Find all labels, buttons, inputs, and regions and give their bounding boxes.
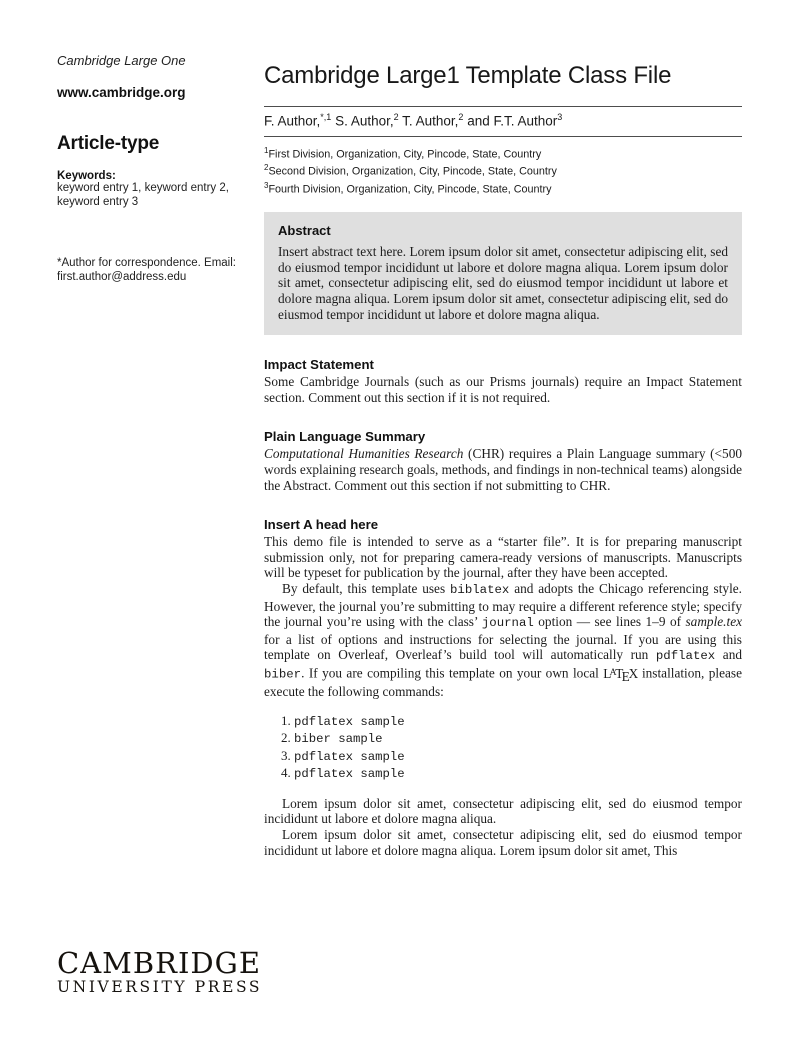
author: T. Author,: [398, 113, 459, 129]
plain-language-summary-heading: Plain Language Summary: [264, 429, 426, 445]
main-column: [264, 62, 742, 858]
keywords-text: keyword entry 1, keyword entry 2, keyword entry 3: [57, 182, 229, 208]
affiliation-superscript: 1: [264, 145, 269, 155]
a-head-paragraph-1: This demo file is intended to serve as a “starter file”. It is for preparing manuscript submission only, not for preparing camera-ready versions of manuscripts. Manuscripts will be typeset for publication by the journal, after they have been accepted.: [264, 534, 742, 581]
affiliation-text: Fourth Division, Organization, City, Pincode, State, Country: [268, 183, 552, 196]
author-superscript: *,1: [320, 112, 332, 122]
abstract-body: Insert abstract text here. Lorem ipsum dolor sit amet, consectetur adipiscing elit, sed do eiusmod tempor incididunt ut labore et dolore magna aliqua. Lorem ipsum dolor sit amet, consectetur adipiscing elit, sed do eiusmod tempor incididunt ut labore et dolore magna aliqua. Lorem ipsum dolor sit amet, consectetur adipiscing elit, sed do eiusmod tempor incididunt ut labore et dolore magna aliqua.: [278, 244, 728, 322]
logo-cambridge-text: CAMBRIDGE: [57, 946, 262, 980]
page-title: Cambridge Large1 Template Class File: [264, 62, 672, 89]
journal-website: www.cambridge.org: [57, 85, 186, 100]
latex-command: 1. pdflatex sample: [294, 713, 742, 731]
abstract-section: [264, 212, 742, 335]
affiliations: [264, 144, 742, 197]
latex-command: 2. biber sample: [294, 730, 742, 748]
author: S. Author,: [331, 113, 394, 129]
correspondence-line: *Author for correspondence. Email:: [57, 257, 236, 269]
keywords-label: Keywords:: [57, 170, 116, 182]
sidebar: [57, 53, 255, 209]
article-type-heading: Article-type: [57, 133, 160, 154]
plain-language-summary-section: [264, 429, 742, 493]
impact-statement-section: [264, 357, 742, 405]
plain-language-summary-body: Computational Humanities Research (CHR) requires a Plain Language summary (<500 words explaining research goals, methods, and findings in non-technical teams) alongside the Abstract. Comment out this section if not submitting to CHR.: [264, 446, 742, 493]
impact-statement-heading: Impact Statement: [264, 357, 374, 373]
a-head-heading: Insert A head here: [264, 517, 379, 533]
author-superscript: 2: [393, 112, 399, 122]
affiliation-superscript: 3: [264, 180, 269, 190]
affiliation-superscript: 2: [264, 163, 269, 173]
correspondence-email: first.author@address.edu: [57, 271, 187, 283]
latex-command: 4. pdflatex sample: [294, 765, 742, 783]
latex-commands-list: [276, 713, 742, 783]
journal-name: Cambridge Large One: [57, 53, 186, 68]
authors-line: [264, 106, 742, 137]
affiliation-text: First Division, Organization, City, Pincode, State, Country: [268, 148, 542, 161]
a-head-paragraph-4: Lorem ipsum dolor sit amet, consectetur adipiscing elit, sed do eiusmod tempor incididunt ut labore et dolore magna aliqua. Lorem ipsum dolor sit amet, This: [264, 826, 742, 858]
abstract-heading: Abstract: [278, 223, 331, 239]
affiliation-row: [264, 161, 742, 179]
affiliation-row: [264, 144, 742, 162]
a-head-paragraph-2: By default, this template uses biblatex and adopts the Chicago referencing style. However, the journal you’re submitting to may require a different reference style; specify the journal you’re using with the class’ journal option — see lines 1–9 of sample.tex for a list of options and instructions for selecting the journal. If you are using this template on Overleaf, Overleaf’s build tool will automatically run pdflatex and biber. If you are compiling this template on your own local $L^ATEX$ installation, please execute the following commands:: [264, 581, 742, 700]
a-head-section: [264, 517, 742, 858]
a-head-paragraph-3: Lorem ipsum dolor sit amet, consectetur adipiscing elit, sed do eiusmod tempor incididunt ut labore et dolore magna aliqua.: [264, 795, 742, 827]
affiliation-text: Second Division, Organization, City, Pincode, State, Country: [268, 165, 557, 178]
author-superscript: 2: [458, 112, 464, 122]
correspondence-note: [57, 256, 262, 284]
cambridge-university-press-logo: [57, 948, 262, 996]
author: F. Author,: [264, 113, 321, 129]
logo-university-press-text: UNIVERSITY PRESS: [57, 978, 263, 996]
impact-statement-body: Some Cambridge Journals (such as our Prisms journals) require an Impact Statement section. Comment out this section if it is not required.: [264, 374, 742, 405]
latex-command: 3. pdflatex sample: [294, 748, 742, 766]
affiliation-row: [264, 179, 742, 197]
latex-logo: $L^ATEX$: [603, 665, 638, 684]
author: and F.T. Author: [463, 113, 558, 129]
author-superscript: 3: [557, 112, 563, 122]
